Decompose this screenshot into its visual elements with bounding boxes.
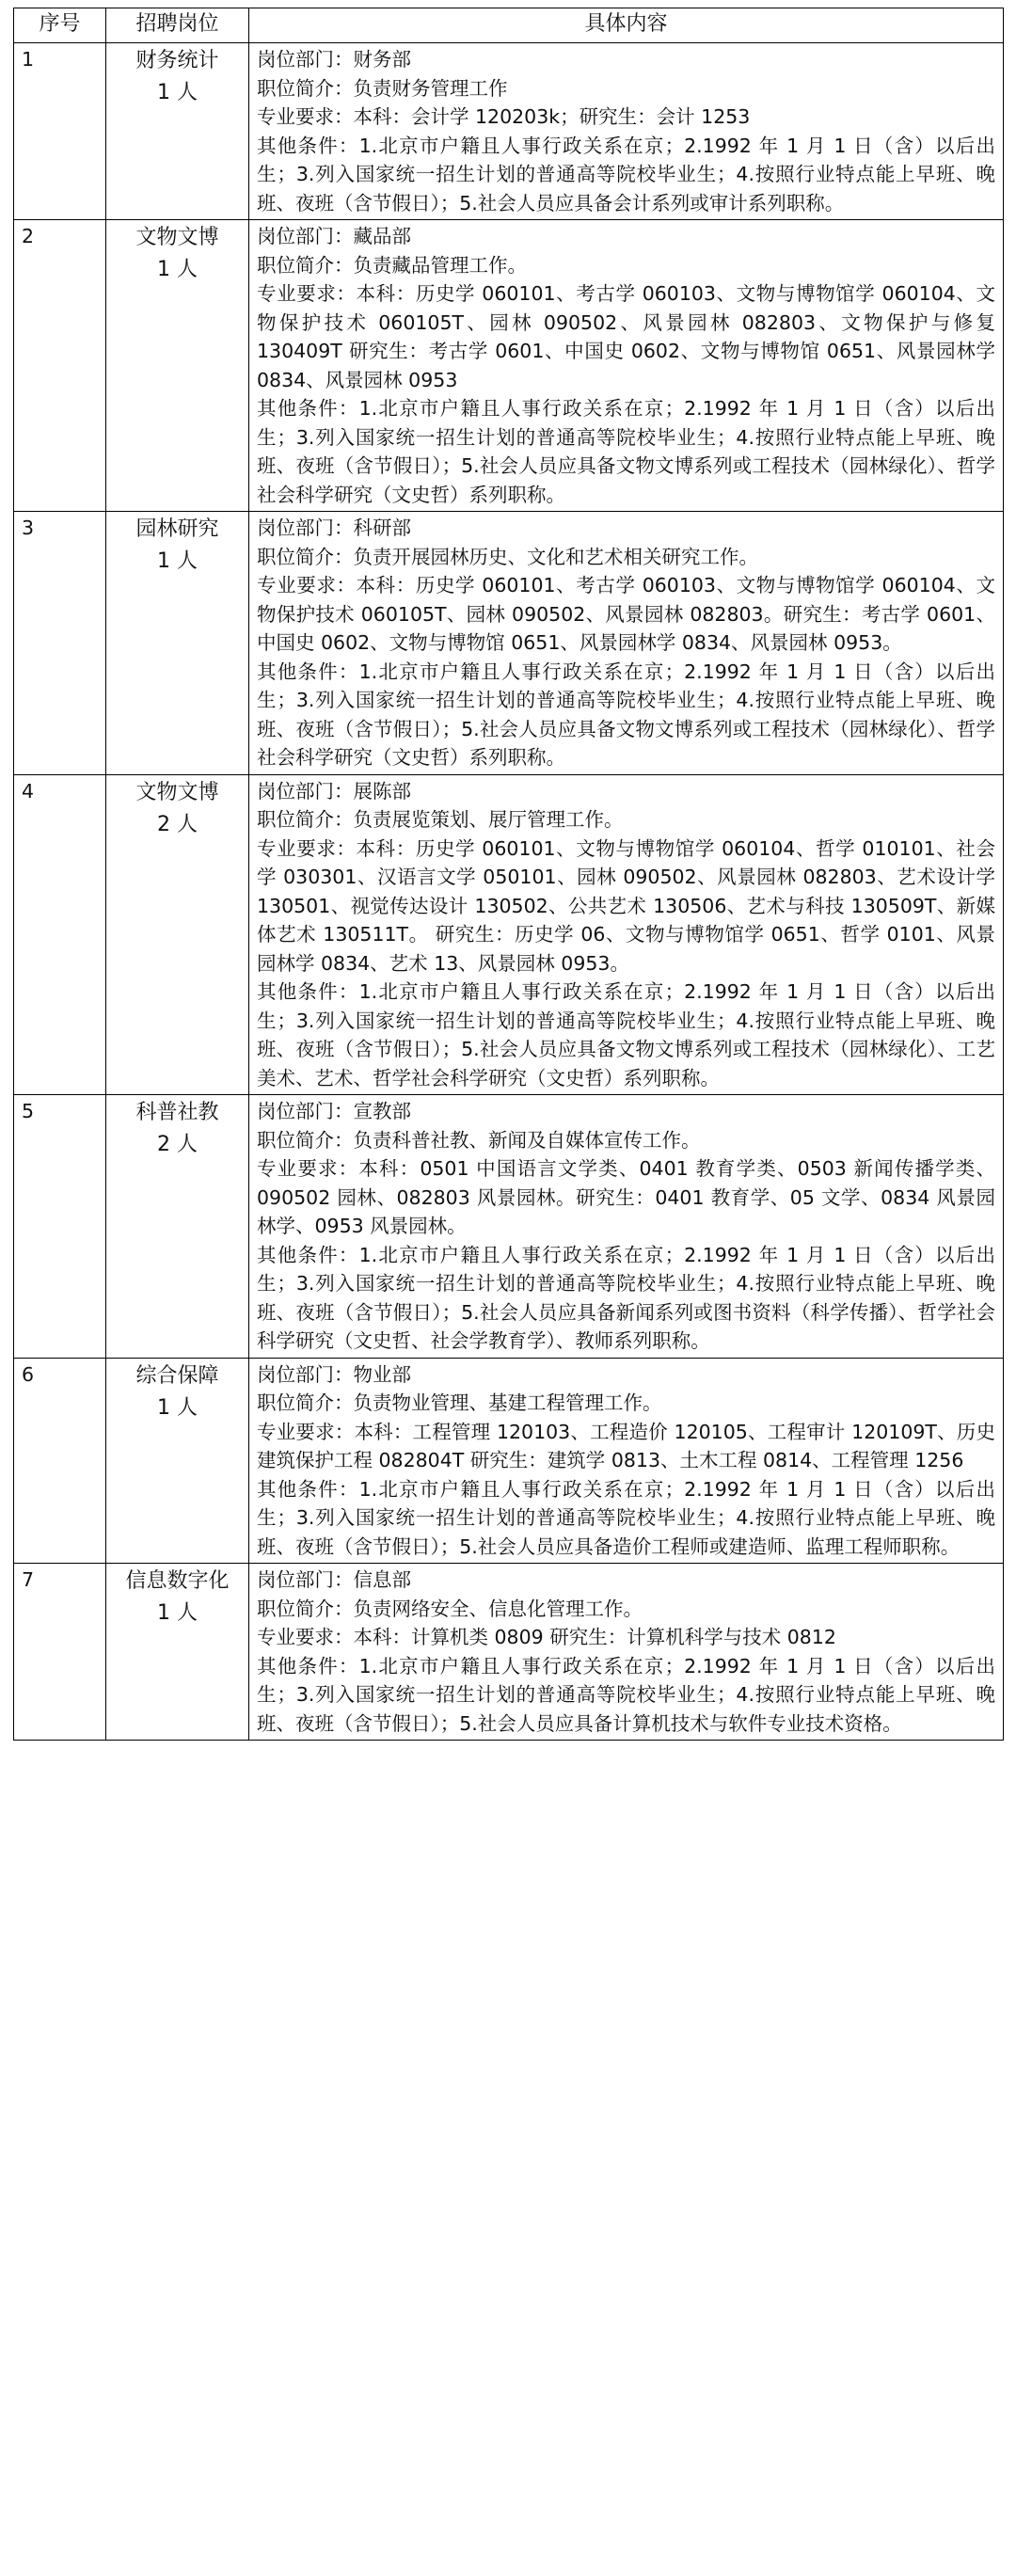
other-line: 其他条件：1.北京市户籍且人事行政关系在京；2.1992 年 1 月 1 日（含）以后出生；3.列入国家统一招生计划的普通高等院校毕业生；4.按照行业特点能上早班、晚班、夜班（含节假日）；5.社会人员应具备文物文博系列或工程技术（园林绿化）、哲学社会科学研究（文史哲）系列职称。 (257, 660, 995, 769)
row-number: 1 (14, 43, 106, 220)
content-cell (249, 220, 1004, 512)
content-cell (249, 1564, 1004, 1741)
major-line: 专业要求：本科：0501 中国语言文学类、0401 教育学类、0503 新闻传播学类、090502 园林、082803 风景园林。研究生：0401 教育学、05 文学、0834 风景园林学、0953 风景园林。 (257, 1157, 995, 1237)
major-line: 专业要求：本科：历史学 060101、考古学 060103、文物与博物馆学 060104、文物保护技术 060105T、园林 090502、风景园林 082803。研究生：考古学 0601、中国史 0602、文物与博物馆 0651、风景园林学 0834、风景园林 0953。 (257, 574, 995, 654)
other-line: 其他条件：1.北京市户籍且人事行政关系在京；2.1992 年 1 月 1 日（含）以后出生；3.列入国家统一招生计划的普通高等院校毕业生；4.按照行业特点能上早班、晚班、夜班（含节假日）；5.社会人员应具备文物文博系列或工程技术（园林绿化）、哲学社会科学研究（文史哲）系列职称。 (257, 397, 995, 506)
table-row (14, 1358, 1004, 1564)
table-row (14, 220, 1004, 512)
intro-line: 职位简介：负责财务管理工作 (257, 76, 508, 100)
position-count: 1 人 (157, 81, 198, 104)
row-number: 3 (14, 512, 106, 775)
dept-line: 岗位部门：科研部 (257, 517, 411, 539)
header-no: 序号 (14, 8, 106, 43)
position-cell (106, 43, 249, 220)
major-line: 专业要求：本科：会计学 120203k；研究生：会计 1253 (257, 105, 751, 128)
table-row (14, 774, 1004, 1095)
row-number: 2 (14, 220, 106, 512)
content-cell (249, 774, 1004, 1095)
intro-line: 职位简介：负责展览策划、展厅管理工作。 (257, 808, 624, 831)
position-name: 信息数字化 (125, 1569, 230, 1593)
content-cell (249, 43, 1004, 220)
table-row (14, 43, 1004, 220)
major-line: 专业要求：本科：历史学 060101、文物与博物馆学 060104、哲学 010101、社会学 030301、汉语言文学 050101、园林 090502、风景园林 082803、艺术设计学 130501、视觉传达设计 130502、公共艺术 130506、艺术与科技 130509T、新媒体艺术 130511T。 研究生：历史学 06、文物与博物馆学 0651、哲学 0101、风景园林学 0834、艺术 13、风景园林 0953。 (257, 836, 995, 975)
position-cell (106, 1095, 249, 1359)
position-cell (106, 220, 249, 512)
other-line: 其他条件：1.北京市户籍且人事行政关系在京；2.1992 年 1 月 1 日（含）以后出生；3.列入国家统一招生计划的普通高等院校毕业生；4.按照行业特点能上早班、晚班、夜班（含节假日）；5.社会人员应具备造价工程师或建造师、监理工程师职称。 (257, 1477, 995, 1558)
content-cell (249, 1095, 1004, 1359)
other-line: 其他条件：1.北京市户籍且人事行政关系在京；2.1992 年 1 月 1 日（含）以后出生；3.列入国家统一招生计划的普通高等院校毕业生；4.按照行业特点能上早班、晚班、夜班（含节假日）；5.社会人员应具备会计系列或审计系列职称。 (257, 134, 995, 215)
row-number: 5 (14, 1095, 106, 1359)
table-body (14, 43, 1004, 1741)
dept-line: 岗位部门：财务部 (257, 48, 411, 71)
major-line: 专业要求：本科：历史学 060101、考古学 060103、文物与博物馆学 060104、文物保护技术 060105T、园林 090502、风景园林 082803、文物保护与修复 130409T 研究生：考古学 0601、中国史 0602、文物与博物馆 0651、风景园林学 0834、风景园林 0953 (257, 282, 995, 391)
intro-line: 职位简介：负责科普社教、新闻及自媒体宣传工作。 (257, 1128, 701, 1152)
dept-line: 岗位部门：信息部 (257, 1568, 411, 1591)
major-line: 专业要求：本科：计算机类 0809 研究生：计算机科学与技术 0812 (257, 1626, 836, 1648)
content-cell (249, 512, 1004, 775)
row-number: 7 (14, 1564, 106, 1741)
position-count: 2 人 (157, 812, 198, 836)
intro-line: 职位简介：负责开展园林历史、文化和艺术相关研究工作。 (257, 545, 758, 568)
position-name: 园林研究 (135, 517, 219, 541)
header-row (14, 8, 1004, 43)
position-cell (106, 774, 249, 1095)
recruitment-table (13, 8, 1004, 1741)
intro-line: 职位简介：负责网络安全、信息化管理工作。 (257, 1597, 643, 1620)
intro-line: 职位简介：负责藏品管理工作。 (257, 253, 527, 277)
dept-line: 岗位部门：物业部 (257, 1362, 411, 1386)
position-name: 科普社教 (135, 1101, 219, 1124)
header-content: 具体内容 (249, 8, 1004, 43)
table-header (14, 8, 1004, 43)
position-count: 1 人 (157, 258, 198, 281)
intro-line: 职位简介：负责物业管理、基建工程管理工作。 (257, 1391, 662, 1414)
row-number: 6 (14, 1358, 106, 1564)
table-row (14, 512, 1004, 775)
position-name: 文物文博 (135, 780, 219, 804)
position-count: 2 人 (157, 1133, 198, 1156)
table-row (14, 1095, 1004, 1359)
content-cell (249, 1358, 1004, 1564)
header-position: 招聘岗位 (106, 8, 249, 43)
position-count: 1 人 (157, 1395, 198, 1420)
major-line: 专业要求：本科：工程管理 120103、工程造价 120105、工程审计 120109T、历史建筑保护工程 082804T 研究生：建筑学 0813、土木工程 0814、工程管理 1256 (257, 1420, 995, 1471)
position-cell (106, 1564, 249, 1741)
position-count: 1 人 (157, 1601, 198, 1625)
other-line: 其他条件：1.北京市户籍且人事行政关系在京；2.1992 年 1 月 1 日（含）以后出生；3.列入国家统一招生计划的普通高等院校毕业生；4.按照行业特点能上早班、晚班、夜班（含节假日）；5.社会人员应具备新闻系列或图书资料（科学传播）、哲学社会科学研究（文史哲、社会学教育学）、教师系列职称。 (257, 1243, 995, 1352)
position-count: 1 人 (157, 549, 198, 573)
other-line: 其他条件：1.北京市户籍且人事行政关系在京；2.1992 年 1 月 1 日（含）以后出生；3.列入国家统一招生计划的普通高等院校毕业生；4.按照行业特点能上早班、晚班、夜班（含节假日）；5.社会人员应具备文物文博系列或工程技术（园林绿化）、工艺美术、艺术、哲学社会科学研究（文史哲）系列职称。 (257, 980, 995, 1089)
table-row (14, 1564, 1004, 1741)
position-cell (106, 1358, 249, 1564)
position-name: 财务统计 (135, 49, 219, 72)
dept-line: 岗位部门：展陈部 (257, 779, 411, 803)
dept-line: 岗位部门：藏品部 (257, 225, 411, 247)
position-cell (106, 512, 249, 775)
row-number: 4 (14, 774, 106, 1095)
position-name: 综合保障 (135, 1363, 219, 1388)
dept-line: 岗位部门：宣教部 (257, 1100, 411, 1122)
position-name: 文物文博 (135, 226, 219, 249)
other-line: 其他条件：1.北京市户籍且人事行政关系在京；2.1992 年 1 月 1 日（含）以后出生；3.列入国家统一招生计划的普通高等院校毕业生；4.按照行业特点能上早班、晚班、夜班（含节假日）；5.社会人员应具备计算机技术与软件专业技术资格。 (257, 1654, 995, 1735)
